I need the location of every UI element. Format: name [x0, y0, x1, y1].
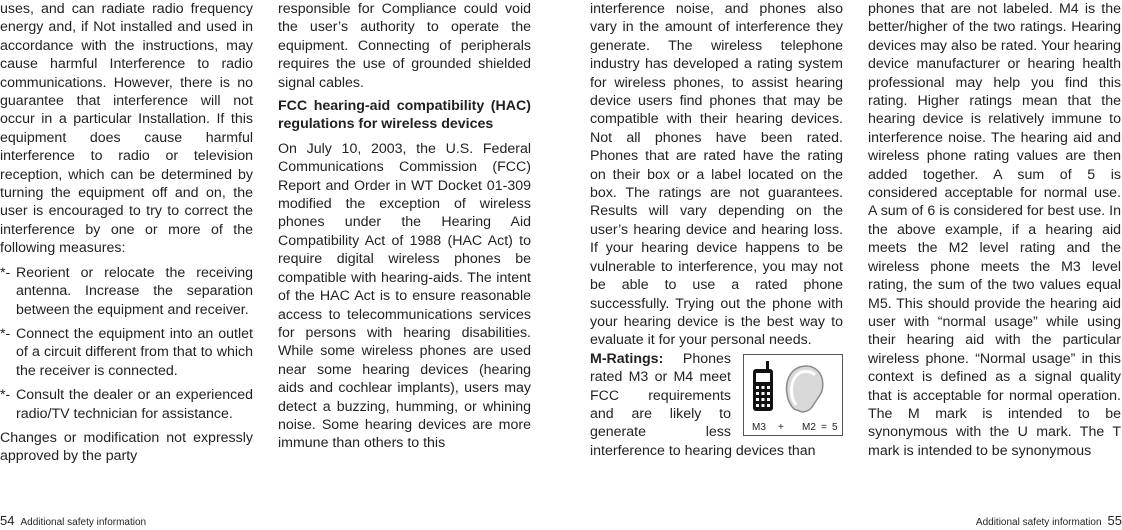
phone-rating-label: M3: [752, 421, 766, 433]
m-rating-illustration: [744, 355, 842, 435]
bullet-consult: [0, 386, 253, 423]
footer-left: [0, 514, 146, 528]
paragraph-interference-intro: uses, and can radiate radio frequency energy and, if Not installed and used in accordance with the instructions, may cause harmful Interference to radio communications. However, there is no guarantee that interference will not occur in a particular Installation. If this equipment does cause harmful interference to radio or television reception, which can be determined by turning the equipment off and on, the user is encouraged to try to correct the interference by one or more of the following measures:: [0, 1, 253, 257]
bullet-text: Connect the equipment into an outlet of a circuit different from that to which the receiver is connected.: [16, 325, 253, 379]
paragraph-rating-explanation: phones that are not labeled. M4 is the better/higher of the two ratings. Hearing devices may also be rated. Your hearing device manufacturer or hearing health professional may help you find this rating. Higher ratings mean that the hearing device is relatively immune to interference noise. The hearing aid and wireless phone rating values are then added together. A sum of 5 is considered acceptable for normal use. A sum of 6 is considered for best use. In the above example, if a hearing aid meets the M2 level rating and the wireless phone meets the M3 level rating, the sum of the two values equal M5. This should provide the hearing aid user with “normal usage” while using their hearing aid with the particular wireless phone. “Normal usage” in this context is defined as a signal quality that is acceptable for normal operation. The M mark is intended to be synonymous with the U mark. The T mark is intended to be synonymous: [868, 1, 1121, 459]
aid-rating-label: M2: [802, 421, 816, 433]
bullet-text: Consult the dealer or an experienced radio/TV technician for assistance.: [16, 387, 253, 422]
column-1: [0, 0, 253, 466]
column-3: [590, 0, 843, 460]
paragraph-responsible: responsible for Compliance could void the user’s authority to operate the equipment. Connecting of peripherals requires the use of grounded shielded signal cables.: [278, 1, 531, 91]
m-ratings-text: Phones rated M3 or M4 meet FCC requirements and are likely to generate less interference to hearing devices than: [590, 350, 816, 459]
column-2: [278, 0, 531, 453]
bullet-reorient: [0, 264, 253, 319]
bullet-marker: *-: [0, 264, 11, 281]
mobile-phone-icon: [753, 361, 773, 411]
rating-sum: 5: [832, 421, 838, 433]
paragraph-interference-noise: interference noise, and phones also vary in the amount of interference they generate. The wireless telephone industry has developed a rating system for wireless phones, to assist hearing device users find phones that may be compatible with their hearing devices. Not all phones have been rated. Phones that are rated have the rating on their box or a label located on the box. The ratings are not guarantees. Results will vary depending on the user’s hearing device and hearing loss. If your hearing device happens to be vulnerable to interference, you may not be able to use a rated phone successfully. Trying out the phone with your hearing device is the best way to evaluate it for your personal needs.: [590, 1, 843, 349]
footer-right: [976, 514, 1122, 528]
column-4: [868, 0, 1121, 460]
paragraph-changes: Changes or modification not expressly approved by the party: [0, 429, 253, 465]
footer-label-left: Additional safety information: [20, 517, 147, 528]
footer-label-right: Additional safety information: [975, 517, 1102, 528]
m-ratings-label: M-Ratings:: [590, 350, 664, 367]
bullet-marker: *-: [0, 387, 11, 404]
bullet-text: Reorient or relocate the receiving antenna. Increase the separation between the equipment and receiver.: [16, 264, 253, 318]
bullet-connect: [0, 325, 253, 380]
plus-sign: +: [778, 421, 784, 433]
page-number-left: 54: [0, 513, 15, 528]
m-rating-figure: [743, 354, 843, 436]
section-heading-hac: FCC hearing-aid compatibility (HAC) regulations for wireless devices: [278, 98, 531, 133]
bullet-marker: *-: [0, 325, 11, 342]
page-number-right: 55: [1107, 513, 1122, 528]
equals-sign: =: [821, 421, 827, 433]
paragraph-fcc-order: On July 10, 2003, the U.S. Federal Communications Commission (FCC) Report and Order in WT Docket 01-309 modified the exception of wireless phones under the Hearing Aid Compatibility Act of 1988 (HAC Act) to require digital wireless phones be compatible with hearing-aids. The intent of the HAC Act is to ensure reasonable access to telecommunications services for persons with hearing disabilities. While some wireless phones are used near some hearing devices (hearing aids and cochlear implants), users may detect a buzzing, humming, or whining noise. Some hearing devices are more immune than others to this: [278, 140, 531, 452]
hearing-aid-icon: [787, 366, 823, 412]
